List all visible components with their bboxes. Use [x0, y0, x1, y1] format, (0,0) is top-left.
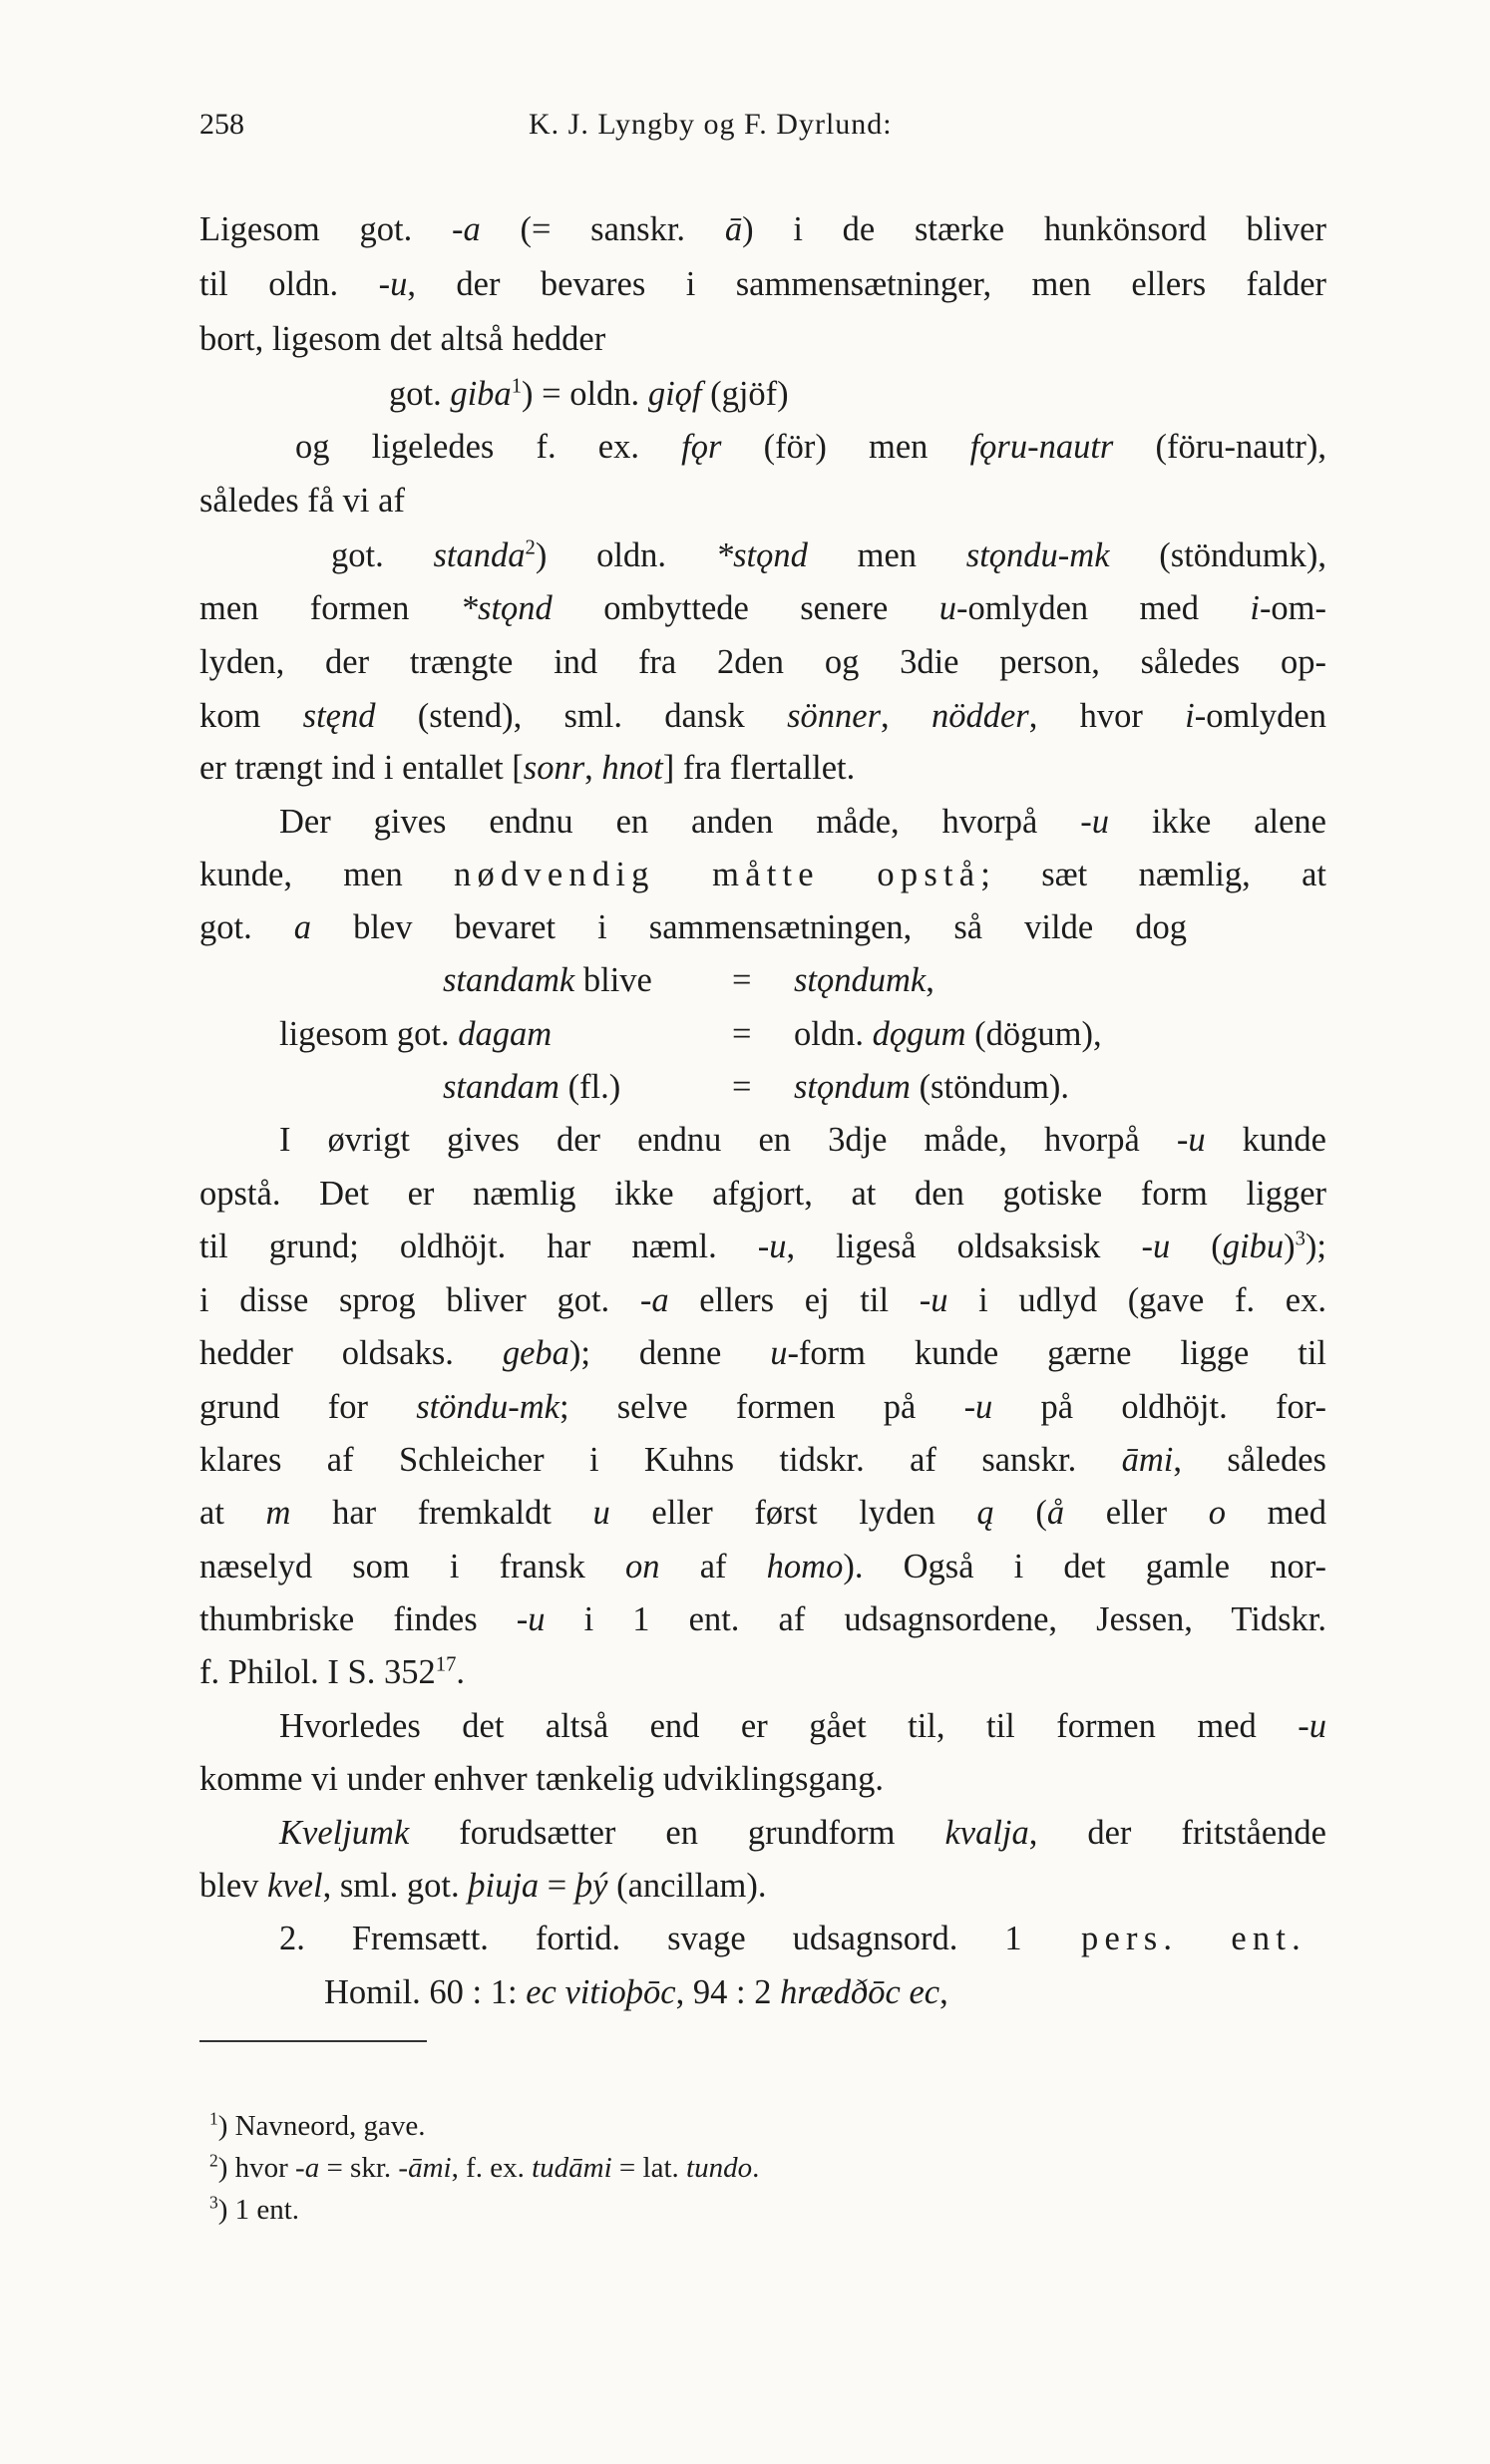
body-line-6: således få vi af: [199, 482, 405, 520]
body-line-7: got. standa$^2$) oldn. *stǫnd men stǫndu-mk (stöndumk),: [331, 536, 1326, 574]
body-line-14: got. a blev bevaret i sammensætningen, så vilde dog: [199, 908, 1187, 946]
body-line-25: at m har fremkaldt u eller først lyden ą (å eller o med: [199, 1494, 1326, 1532]
body-line-10: kom stęnd (stend), sml. dansk sönner, nödder, hvor i-omlyden: [199, 697, 1326, 735]
body-line-34: Homil. 60 : 1: ec vitioþōc, 94 : 2 hrædðōc ec,: [324, 1973, 948, 2011]
body-line-26: næselyd som i fransk on af homo). Også i det gamle nor-: [199, 1548, 1326, 1585]
body-line-31: Kveljumk forudsætter en grundform kvalja, der fritstående: [279, 1814, 1326, 1852]
body-line-3: bort, ligesom det altså hedder: [199, 320, 606, 358]
body-line-23: grund for stöndu-mk; selve formen på -u på oldhöjt. for-: [199, 1388, 1326, 1426]
running-title: K. J. Lyngby og F. Dyrlund:: [529, 108, 893, 141]
body-line-1: Ligesom got. -a (= sanskr. ā) i de stærke hunkönsord bliver: [199, 210, 1326, 248]
body-line-29: Hvorledes det altså end er gået til, til formen med -u: [279, 1707, 1326, 1745]
body-line-18: I øvrigt gives der endnu en 3dje måde, hvorpå -u kunde: [279, 1121, 1326, 1159]
body-line-27: thumbriske findes -u i 1 ent. af udsagnsordene, Jessen, Tidskr.: [199, 1600, 1326, 1638]
body-line-11: er trængt ind i entallet [sonr, hnot] fra flertallet.: [199, 749, 856, 787]
page-number: 258: [199, 108, 244, 141]
body-line-2: til oldn. -u, der bevares i sammensætninger, men ellers falder: [199, 265, 1326, 303]
body-line-30: komme vi under enhver tænkelig udviklingsgang.: [199, 1760, 885, 1798]
body-line-13: kunde, men nødvendig måtte opstå; sæt næmlig, at: [199, 856, 1326, 893]
body-line-20: til grund; oldhöjt. har næml. -u, ligeså oldsaksisk -u (gibu)$^3$);: [199, 1228, 1326, 1265]
footnote-1: $^1$) Navneord, gave.: [209, 2108, 426, 2142]
body-line-22: hedder oldsaks. geba); denne u-form kunde gærne ligge til: [199, 1334, 1327, 1372]
body-line-9: lyden, der trængte ind fra 2den og 3die person, således op-: [199, 643, 1326, 681]
body-line-21: i disse sprog bliver got. -a ellers ej til -u i udlyd (gave f. ex.: [199, 1281, 1326, 1319]
footnote-3: $^3$) 1 ent.: [209, 2192, 300, 2226]
body-line-12: Der gives endnu en anden måde, hvorpå -u ikke alene: [279, 803, 1326, 841]
body-line-19: opstå. Det er næmlig ikke afgjort, at den gotiske form ligger: [199, 1175, 1326, 1213]
body-line-8: men formen *stǫnd ombyttede senere u-omlyden med i-om-: [199, 589, 1327, 627]
body-line-33: 2. Fremsætt. fortid. svage udsagnsord. 1 pers. ent.: [279, 1920, 1306, 1957]
body-line-32: blev kvel, sml. got. þiuja = þý (ancillam).: [199, 1867, 767, 1905]
body-line-4: got. giba$^1$) = oldn. giǫf (gjöf): [389, 375, 789, 413]
footnote-2: $^2$) hvor -a = skr. -āmi, f. ex. tudāmi = lat. tundo.: [209, 2150, 760, 2184]
body-line-28: f. Philol. I S. $352^{17}$.: [199, 1653, 466, 1691]
body-line-24: klares af Schleicher i Kuhns tidskr. af sanskr. āmi, således: [199, 1441, 1326, 1479]
document-page: 258 K. J. Lyngby og F. Dyrlund: Ligesom got. -a (= sanskr. ā) i de stærke hunkönsord bliver til oldn. -u, der bevares i sammensætninger, men ellers falder bort, ligesom det altså hedder got. giba$^1$) = oldn. giǫf (gjöf) og ligeledes f. ex. fǫr (för) men fǫru-nautr (föru-nautr), således få vi af got. standa$^2$) oldn. *stǫnd men stǫndu-mk (stöndumk), men formen *stǫnd ombyttede senere u-omlyden med i-om- lyden, der trængte ind fra 2den og 3die person, således op- kom stęnd (stend), sml. dansk sönner, nödder, hvor i-omlyden er trængt ind i entallet [sonr, hnot] fra flertallet. Der gives endnu en anden måde, hvorpå -u ikke alene kunde, men nødvendig måtte opstå; sæt næmlig, at got. a blev bevaret i sammensætningen, så vilde dog standamk blive = stǫndumk, ligesom got. dagam = oldn. dǫgum (dögum), standam (fl.) = stǫndum (stöndum). I øvrigt gives der endnu en 3dje måde, hvorpå -u kunde opstå. Det er næmlig ikke afgjort, at den gotiske form ligger til grund; oldhöjt. har næml. -u, ligeså oldsaksisk -u (gibu)$^3$); i disse sprog bliver got. -a ellers ej til -u i udlyd (gave f. ex. hedder oldsaks. geba); denne u-form kunde gærne ligge til grund for stöndu-mk; selve formen på -u på oldhöjt. for- klares af Schleicher i Kuhns tidskr. af sanskr. āmi, således at m har fremkaldt u eller først lyden ą (å eller o med næselyd som i fransk on af homo). Også i det gamle nor- thumbriske findes -u i 1 ent. af udsagnsordene, Jessen, Tidskr. f. Philol. I S. $352^{17}$. Hvorledes det altså end er gået til, til formen med -u komme vi under enhver tænkelig udviklingsgang. Kveljumk forudsætter en grundform kvalja, der fritstående blev kvel, sml. got. þiuja = þý (ancillam). 2. Fremsætt. fortid. svage udsagnsord. 1 pers. ent. Homil. 60 : 1: ec vitioþōc, 94 : 2 hrædðōc ec, $^1$) Navneord, gave. $^2$) hvor -a = skr. -āmi, f. ex. tudāmi = lat. tundo. $^3$) 1 ent.: [0, 0, 1490, 2464]
footnote-divider: [199, 2040, 427, 2042]
body-line-5: og ligeledes f. ex. fǫr (för) men fǫru-nautr (föru-nautr),: [295, 428, 1326, 466]
